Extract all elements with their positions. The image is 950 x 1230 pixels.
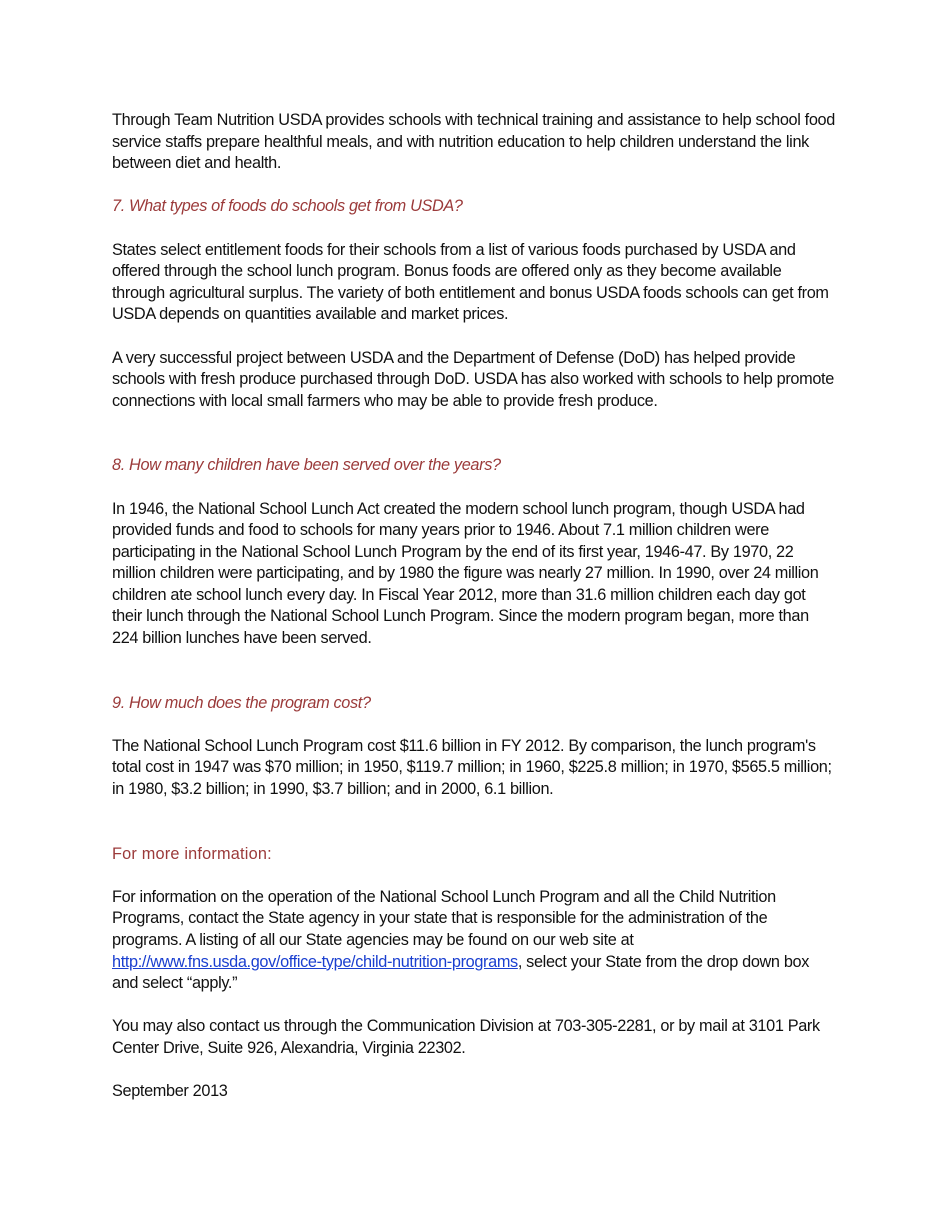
question-7-paragraph-2: A very successful project between USDA and the Department of Defense (DoD) has helped provide schools with fresh produce purchased through DoD. USDA has also worked with schools to help promote connections with local small farmers who may be able to provide fresh produce. [112, 348, 834, 410]
more-info-text-before-link: For information on the operation of the National School Lunch Program and all the Child Nutrition Programs, contact the State agency in your state that is responsible for the administration of the programs. A listing of all our State agencies may be found on our web site at [112, 887, 776, 949]
more-info-heading: For more information: [112, 844, 272, 863]
more-info-paragraph-1 [112, 887, 838, 995]
question-8-heading: 8. How many children have been served over the years? [112, 456, 501, 475]
child-nutrition-programs-link[interactable]: http://www.fns.usda.gov/office-type/child-nutrition-programs [112, 952, 518, 971]
question-9-paragraph: The National School Lunch Program cost $11.6 billion in FY 2012. By comparison, the lunch program's total cost in 1947 was $70 million; in 1950, $119.7 million; in 1960, $225.8 million; in 1970, $565.5 million; in 1980, $3.2 billion; in 1990, $3.7 billion; and in 2000, 6.1 billion. [112, 736, 832, 799]
intro-paragraph: Through Team Nutrition USDA provides schools with technical training and assistance to help school food service staffs prepare healthful meals, and with nutrition education to help children understand the link between diet and health. [112, 111, 835, 173]
more-info-paragraph-2: You may also contact us through the Communication Division at 703-305-2281, or by mail at 3101 Park Center Drive, Suite 926, Alexandria, Virginia 22302. [112, 1017, 820, 1057]
question-9-heading: 9. How much does the program cost? [112, 693, 371, 712]
question-7-heading: 7. What types of foods do schools get from USDA? [112, 197, 463, 216]
document-page [112, 110, 838, 1103]
question-7-paragraph-1: States select entitlement foods for their schools from a list of various foods purchased by USDA and offered through the school lunch program. Bonus foods are offered only as they become available through agricultural surplus. The variety of both entitlement and bonus USDA foods schools can get from USDA depends on quantities available and market prices. [112, 240, 829, 324]
more-info-text-after-link: , select your State from the drop down box and select “apply.” [112, 952, 810, 993]
document-date: September 2013 [112, 1082, 228, 1101]
question-8-paragraph: In 1946, the National School Lunch Act created the modern school lunch program, though USDA had provided funds and food to schools for many years prior to 1946. About 7.1 million children were participating in the National School Lunch Program by the end of its first year, 1946-47. By 1970, 22 million children were participating, and by 1980 the figure was nearly 27 million. In 1990, over 24 million children ate school lunch every day. In Fiscal Year 2012, more than 31.6 million children each day got their lunch through the National School Lunch Program. Since the modern program began, more than 224 billion lunches have been served. [112, 499, 819, 648]
